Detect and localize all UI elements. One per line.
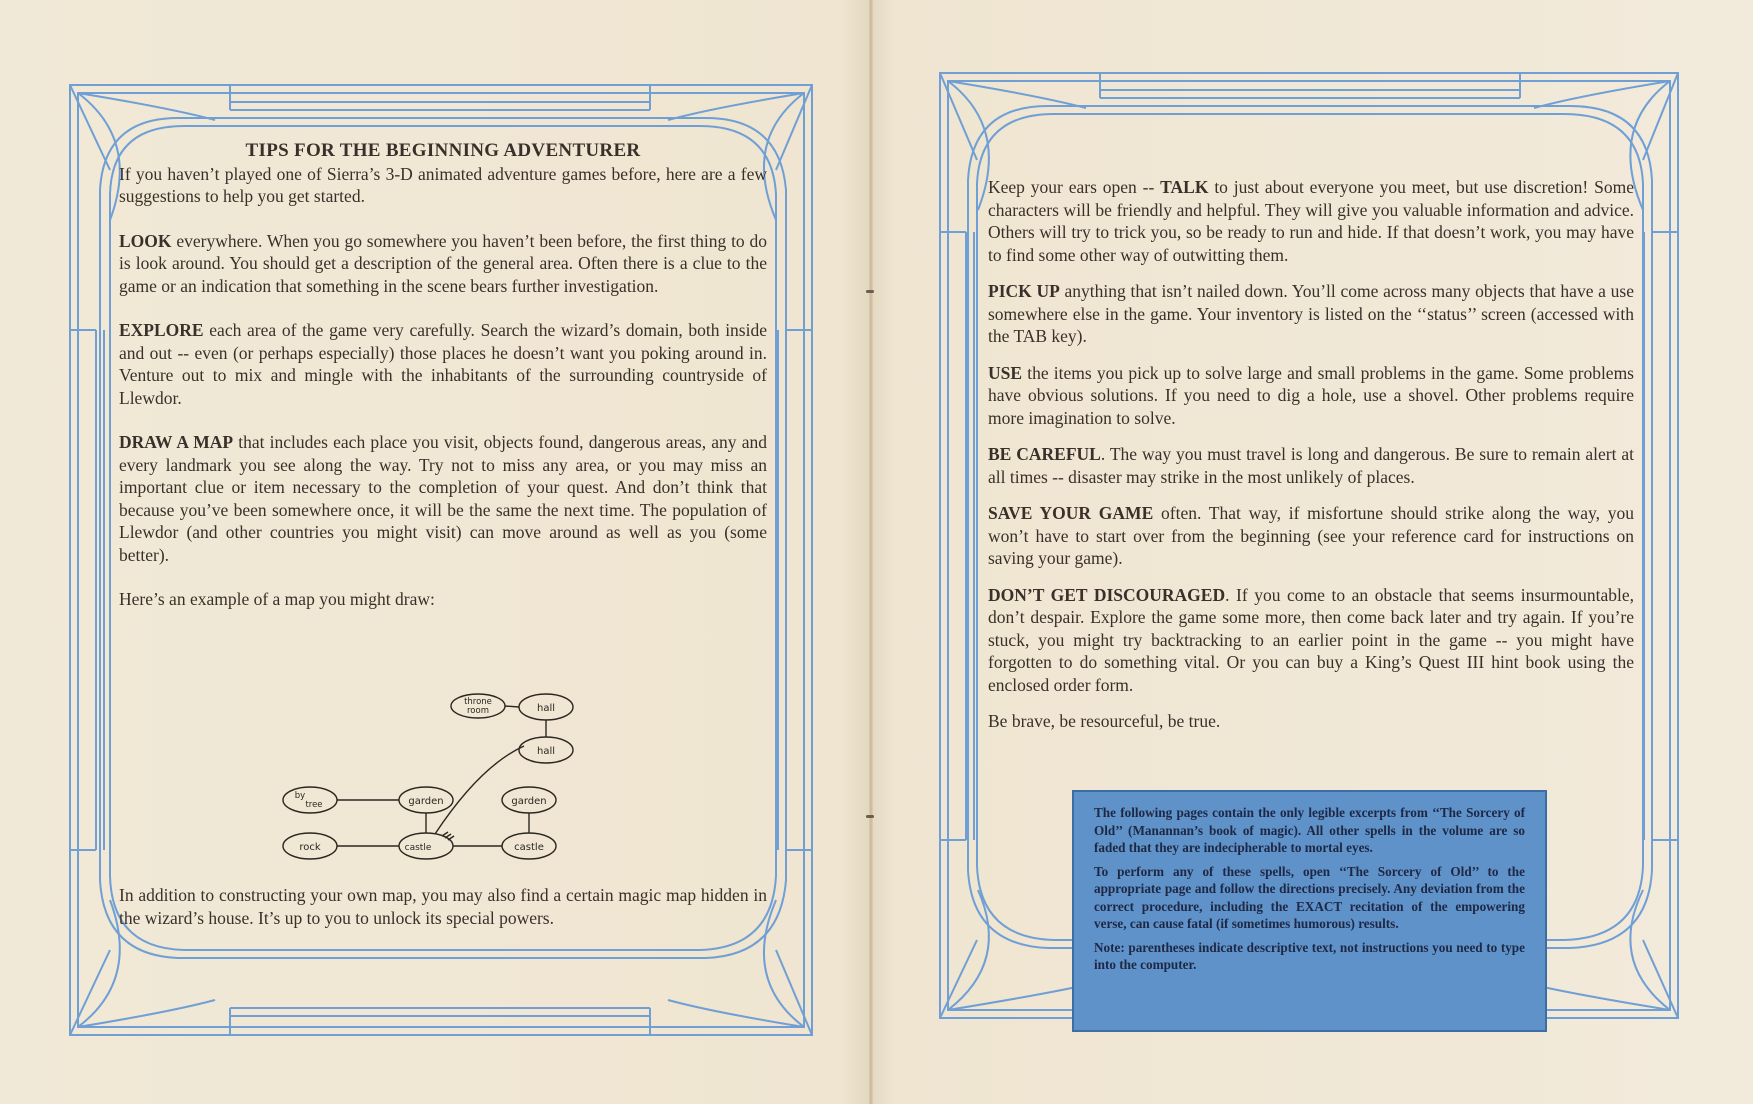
- sorcery-note-box: [1072, 790, 1547, 1032]
- map-label: garden: [408, 796, 444, 807]
- tip-save-your-game: [988, 502, 1634, 570]
- map-label: castle: [404, 843, 432, 853]
- map-label: castle: [514, 842, 544, 853]
- tip-text: everywhere. When you go somewhere you haven’t been before, the first thing to do is look around. You should get a description of the general area. Often there is a clue to the game or an indication that something in the scene bears further investigation.: [119, 230, 767, 296]
- tip-text: Keep your ears open --: [988, 177, 1161, 197]
- map-label: throne: [464, 697, 492, 707]
- tip-talk: [988, 176, 1634, 266]
- closing-paragraph: In addition to constructing your own map, you may also find a certain magic map hidden in the wizard’s house. It’s up to you to unlock its special powers.: [119, 885, 767, 928]
- tip-pick-up: [988, 280, 1634, 348]
- closing-line: Be brave, be resourceful, be true.: [988, 711, 1221, 731]
- tip-keyword: LOOK: [119, 230, 172, 251]
- tip-text: that includes each place you visit, objects found, dangerous areas, any and every landmark you see along the way. Try not to miss any area, or you may miss an important clue or item necessary to the completion of your quest. And don’t think that because you’ve been somewhere once, it will be the same the next time. The population of Llewdor (and other countries you might visit) can move around as well as you (some better).: [119, 432, 767, 565]
- tip-keyword: BE CAREFUL: [988, 444, 1101, 464]
- tip-keyword: DRAW A MAP: [119, 432, 234, 452]
- map-intro: Here’s an example of a map you might draw:: [119, 589, 435, 609]
- map-label: room: [467, 706, 489, 716]
- tip-use: [988, 362, 1634, 430]
- tip-text: to just about everyone you meet, but use discretion! Some characters will be friendly and helpful. They will give you valuable information and advice. Others will try to trick you, so be ready to run and hide. If that doesn’t work, you may have to find some other way of outwitting them.: [988, 177, 1634, 265]
- map-label: rock: [299, 842, 321, 853]
- tip-be-careful: [988, 443, 1634, 488]
- map-label: hall: [536, 703, 556, 714]
- tip-text: anything that isn’t nailed down. You’ll come across many objects that have a use somewhere else in the game. Your inventory is listed on the ‘‘status’’ screen (accessed with the TAB key).: [988, 281, 1635, 346]
- tip-keyword: USE: [988, 362, 1023, 383]
- tip-text: often. That way, if misfortune should strike along the way, you won’t have to start over from the beginning (see your reference card for instructions on saving your game).: [988, 503, 1634, 568]
- note-paragraph: The following pages contain the only legible excerpts from ‘‘The Sorcery of Old’’ (Manannan’s book of magic). All other spells in the volume are so faded that they are indecipherable to mortal eyes.: [1094, 805, 1525, 855]
- tip-keyword: SAVE YOUR GAME: [988, 503, 1154, 523]
- tip-keyword: EXPLORE: [119, 320, 204, 340]
- tip-text: the items you pick up to solve large and small problems in the game. Some problems have obvious solutions. If you need to dig a hole, use a shovel. Other problems require more imagination to solve.: [988, 362, 1634, 428]
- tip-text: . The way you must travel is long and dangerous. Be sure to remain alert at all times -- disaster may strike in the most unlikely of places.: [988, 444, 1635, 487]
- tip-text: . If you come to an obstacle that seems insurmountable, don’t despair. Explore the game some more, then come back later and try again. If you’re stuck, you might try backtracking to an earlier point in the game -- you might have forgotten to do something vital. Or you can buy a King’s Quest III hint book using the enclosed order form.: [988, 584, 1634, 695]
- tip-keyword: PICK UP: [988, 281, 1060, 301]
- page-title: TIPS FOR THE BEGINNING ADVENTURER: [245, 140, 641, 161]
- right-page-text: [988, 176, 1634, 733]
- tip-keyword: TALK: [1160, 177, 1209, 197]
- map-label: by: [294, 791, 306, 801]
- note-paragraph: Note: parentheses indicate descriptive text, not instructions you need to type into the computer.: [1094, 939, 1525, 972]
- map-label: tree: [305, 800, 323, 810]
- tip-dont-get-discouraged: [988, 584, 1634, 697]
- map-label: garden: [511, 796, 547, 807]
- tip-text: each area of the game very carefully. Search the wizard’s domain, both inside and out -- even (or perhaps especially) those places he doesn’t want you poking around in. Venture out to mix and mingle with the inhabitants of the surrounding countryside of Llewdor.: [119, 320, 767, 408]
- note-paragraph: To perform any of these spells, open ‘‘The Sorcery of Old’’ to the appropriate page and follow the directions precisely. Any deviation from the correct procedure, including the EXACT recitation of the empowering verse, can cause fatal (if sometimes humorous) results.: [1094, 863, 1525, 931]
- tip-keyword: DON’T GET DISCOURAGED: [988, 584, 1226, 605]
- intro-paragraph: If you haven’t played one of Sierra’s 3-D animated adventure games before, here are a few suggestions to help you get started.: [119, 163, 767, 206]
- map-label: hall: [536, 746, 556, 757]
